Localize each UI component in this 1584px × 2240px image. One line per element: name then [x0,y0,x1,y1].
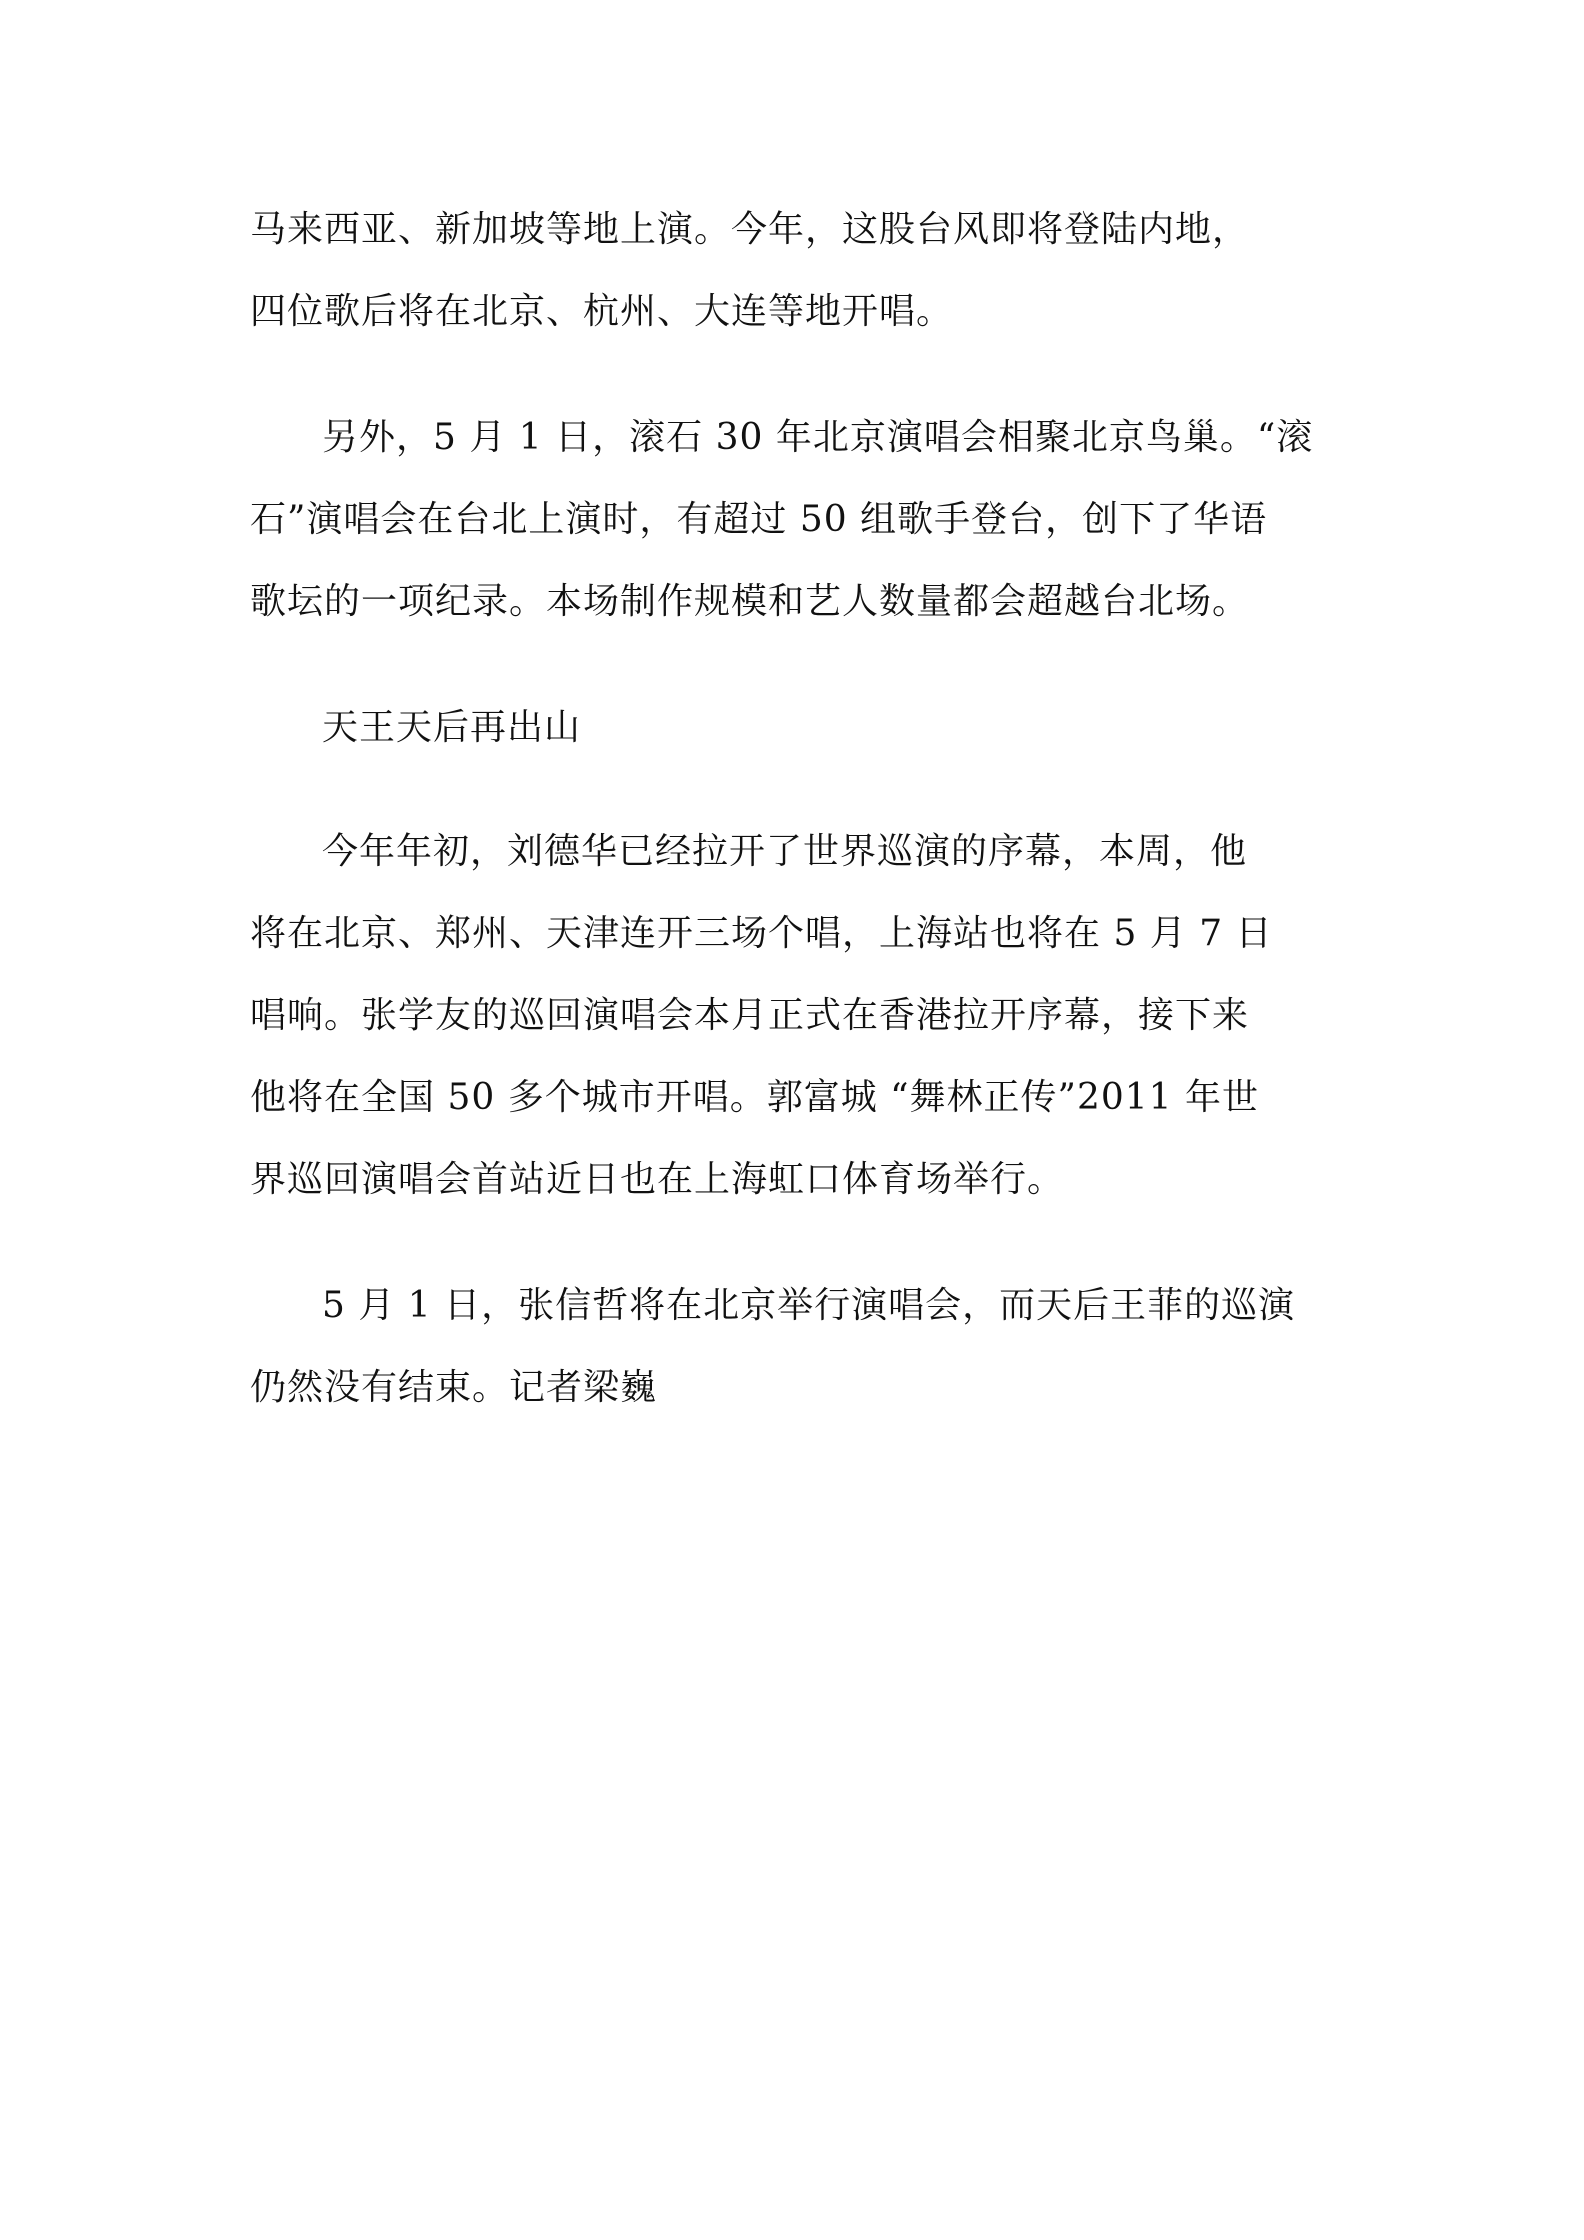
paragraph-3-line-2: 将在北京、郑州、天津连开三场个唱，上海站也将在 5 月 7 日 [250,913,1273,954]
paragraph-4-line-1: 5 月 1 日，张信哲将在北京举行演唱会，而天后王菲的巡演 [322,1285,1296,1326]
paragraph-2-line-1: 另外，5 月 1 日，滚石 30 年北京演唱会相聚北京鸟巢。“滚 [322,417,1314,458]
paragraph-1-line-1: 马来西亚、新加坡等地上演。今年，这股台风即将登陆内地， [250,209,1250,250]
paragraph-3-line-3: 唱响。张学友的巡回演唱会本月正式在香港拉开序幕，接下来 [250,995,1250,1036]
paragraph-2-line-3: 歌坛的一项纪录。本场制作规模和艺人数量都会超越台北场。 [250,581,1250,622]
paragraph-3-line-1: 今年年初，刘德华已经拉开了世界巡演的序幕，本周，他 [322,831,1248,872]
section-heading: 天王天后再出山 [322,707,582,748]
paragraph-1-line-2: 四位歌后将在北京、杭州、大连等地开唱。 [250,291,954,332]
paragraph-4-line-2: 仍然没有结束。记者梁巍 [250,1367,658,1408]
paragraph-2-line-2: 石”演唱会在台北上演时，有超过 50 组歌手登台，创下了华语 [250,499,1268,540]
paragraph-3-line-4: 他将在全国 50 多个城市开唱。郭富城 “舞林正传”2011 年世 [250,1077,1260,1118]
paragraph-3-line-5: 界巡回演唱会首站近日也在上海虹口体育场举行。 [250,1159,1065,1200]
